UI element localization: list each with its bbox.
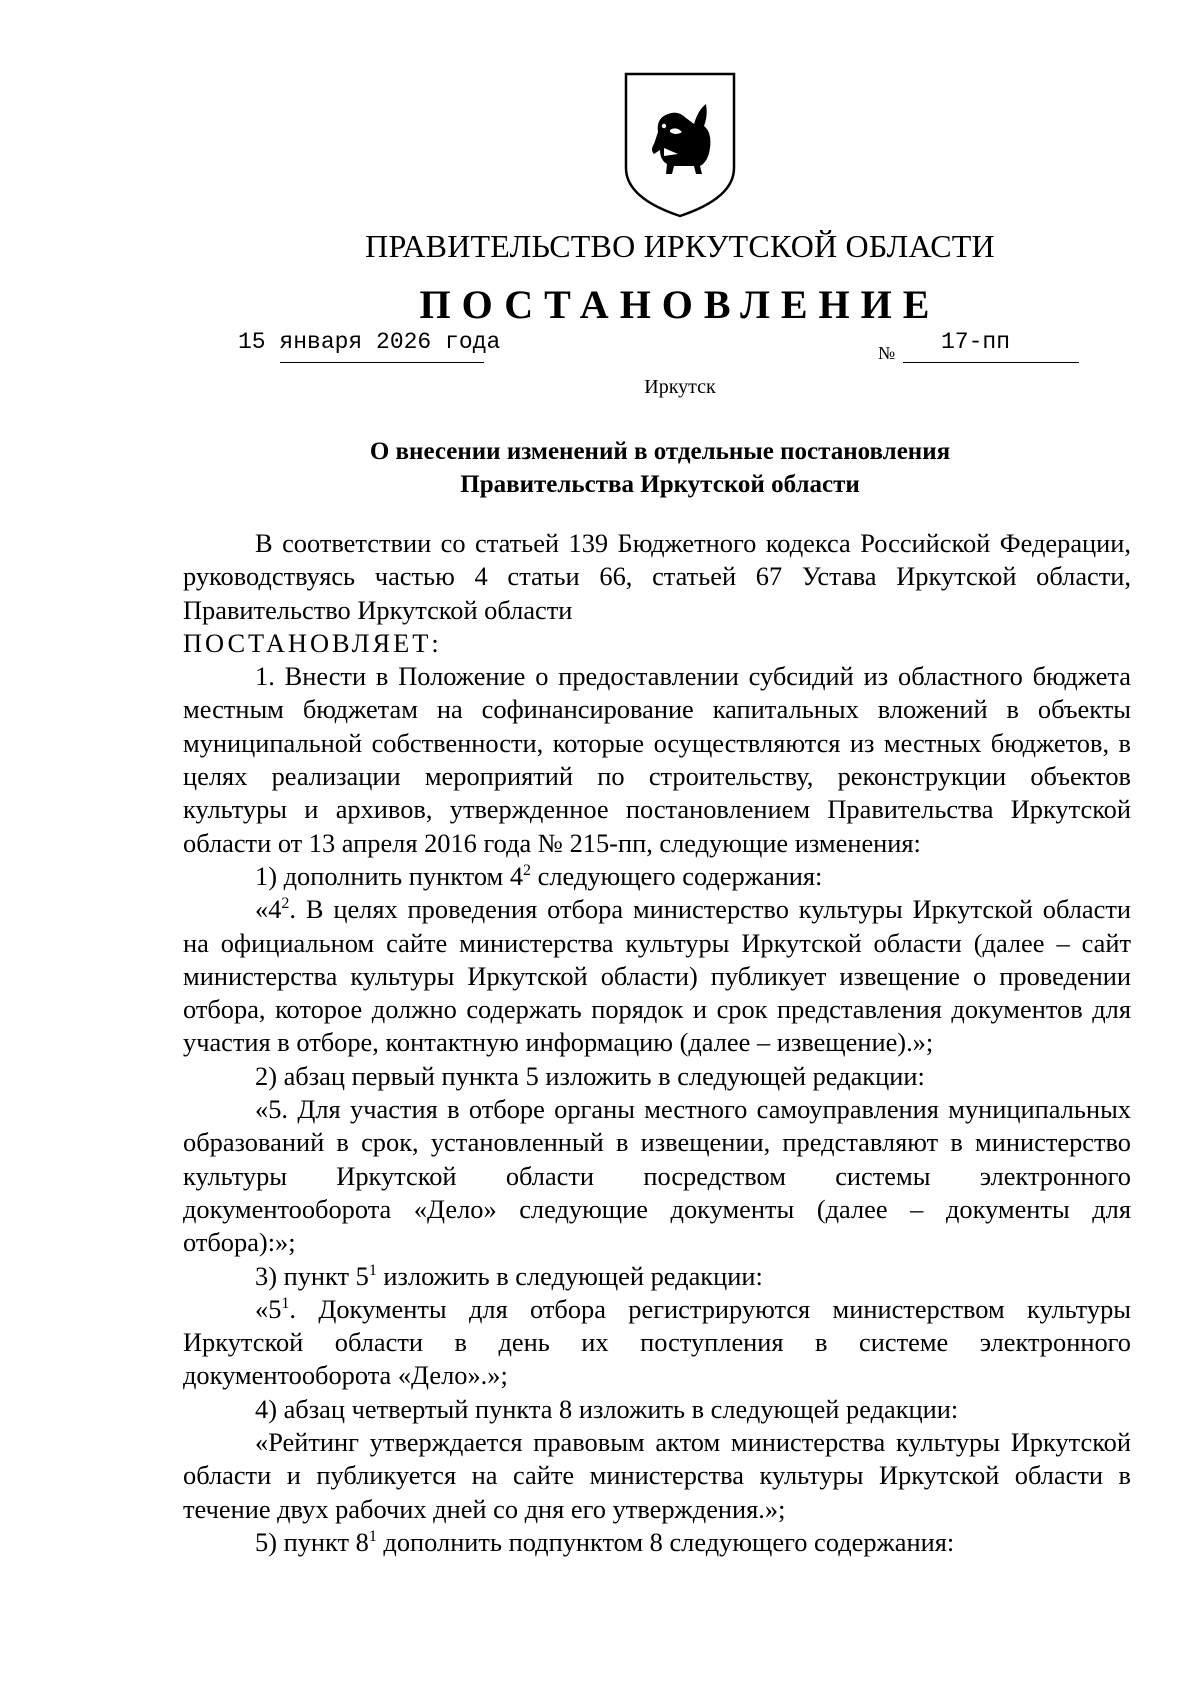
quote-3-text: . Документы для отбора регистрируются министерством культуры Иркутской области в день их поступления в системе электронного документооборота «Дело».»; xyxy=(183,1293,1131,1391)
number-sign: № xyxy=(878,343,896,363)
superscript: 2 xyxy=(281,895,290,913)
superscript: 1 xyxy=(368,1261,377,1279)
document-number: 17-пп xyxy=(941,329,1011,355)
quote-3-start: «5 xyxy=(255,1293,282,1324)
subitem-3-text-end: изложить в следующей редакции: xyxy=(376,1260,763,1291)
subitem-5-paragraph xyxy=(183,1526,1131,1559)
quote-1-start: «4 xyxy=(255,894,282,925)
subitem-5-text: 5) пункт 8 xyxy=(255,1526,369,1557)
subitem-3-paragraph xyxy=(183,1260,1131,1293)
quote-4-paragraph: «Рейтинг утверждается правовым актом министерства культуры Иркутской области и публикуется на сайте министерства культуры Иркутской области в течение двух рабочих дней со дня его утверждения.»; xyxy=(183,1427,1131,1524)
subitem-3-text: 3) пункт 5 xyxy=(255,1260,369,1291)
subitem-5-text-end: дополнить подпунктом 8 следующего содержания: xyxy=(376,1526,955,1557)
document-date: 15 января 2026 года xyxy=(238,329,501,355)
number-underline xyxy=(903,362,1079,363)
document-title xyxy=(0,435,1200,501)
quote-1-paragraph xyxy=(183,893,1131,1059)
quote-1-text: . В целях проведения отбора министерство культуры Иркутской области на официальном сайте министерства культуры Иркутской области (далее – сайт министерства культуры Иркутской области) публикует извещение о проведении отбора, которое должно содержать порядок и срок представления документов для участия в отборе, контактную информацию (далее – извещение).»; xyxy=(183,894,1131,1058)
date-underline xyxy=(280,362,484,363)
subitem-1-paragraph xyxy=(183,860,1131,893)
subitem-1-text-end: следующего содержания: xyxy=(531,860,823,891)
quote-2-paragraph: «5. Для участия в отборе органы местного самоуправления муниципальных образований в срок, установленный в извещении, представляют в министерство культуры Иркутской области посредством системы электронного документооборота «Дело» следующие документы (далее – документы для отбора):»; xyxy=(183,1094,1131,1258)
document-body xyxy=(183,527,1131,1559)
superscript: 1 xyxy=(368,1527,377,1545)
subitem-2-paragraph: 2) абзац первый пункта 5 изложить в следующей редакции: xyxy=(255,1060,925,1091)
superscript: 1 xyxy=(281,1294,290,1312)
quote-3-paragraph xyxy=(183,1293,1131,1393)
title-line-1: О внесении изменений в отдельные постановления xyxy=(369,438,951,465)
city: Иркутск xyxy=(644,376,716,398)
preamble-paragraph: В соответствии со статьей 139 Бюджетного кодекса Российской Федерации, руководствуясь частью 4 статьи 66, статьей 67 Устава Иркутской области, Правительство Иркутской области xyxy=(183,528,1131,625)
superscript: 2 xyxy=(523,861,532,879)
subitem-1-text: 1) дополнить пунктом 4 xyxy=(255,860,524,891)
title-line-2: Правительства Иркутской области xyxy=(460,471,860,498)
subitem-4-paragraph: 4) абзац четвертый пункта 8 изложить в следующей редакции: xyxy=(255,1393,959,1424)
item-1-paragraph: 1. Внести в Положение о предоставлении субсидий из областного бюджета местным бюджетам на софинансирование капитальных вложений в объекты муниципальной собственности, которые осуществляются из местных бюджетов, в целях реализации мероприятий по строительству, реконструкции объектов культуры и архивов, утвержденное постановлением Правительства Иркутской области от 13 апреля 2016 года № 215-пп, следующие изменения: xyxy=(183,661,1131,858)
government-name: ПРАВИТЕЛЬСТВО ИРКУТСКОЙ ОБЛАСТИ xyxy=(365,228,995,264)
coat-of-arms-emblem xyxy=(620,70,740,220)
document-type: ПОСТАНОВЛЕНИЕ xyxy=(419,282,941,327)
resolves-heading: ПОСТАНОВЛЯЕТ: xyxy=(183,627,442,658)
